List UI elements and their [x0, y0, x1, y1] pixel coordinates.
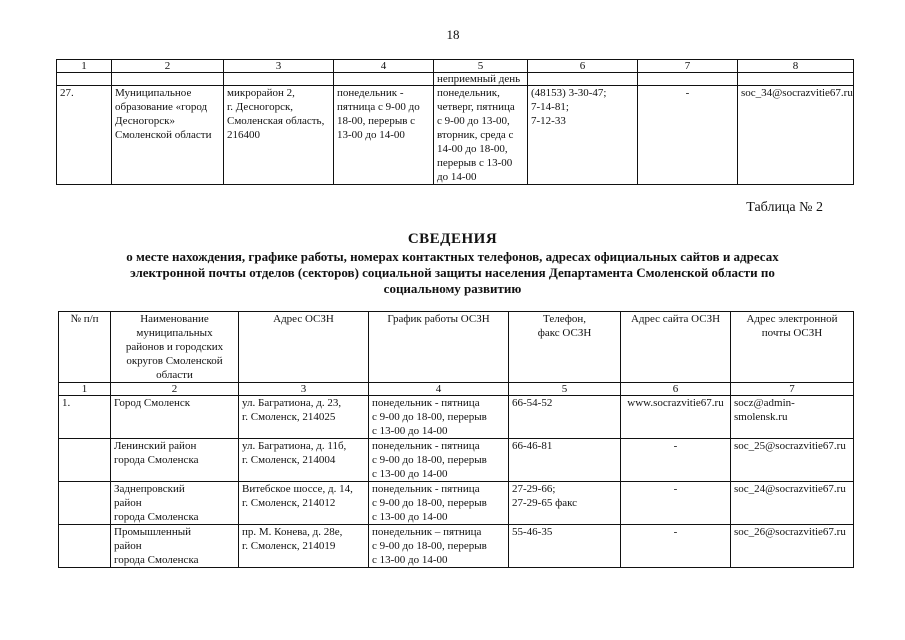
row-name: Ленинский район города Смоленска: [111, 439, 239, 482]
carry-text: неприемный день: [434, 73, 528, 86]
row-site: -: [621, 439, 731, 482]
table-label: Таблица № 2: [746, 200, 823, 215]
col-number: 2: [112, 60, 224, 73]
table-continuation: [56, 59, 854, 185]
row-address: Витебское шоссе, д. 14, г. Смоленск, 214012: [239, 482, 369, 525]
page-number: 18: [446, 27, 460, 42]
header-row: [59, 312, 854, 383]
col-number: 3: [239, 383, 369, 396]
col-number: 6: [621, 383, 731, 396]
col-number: 2: [111, 383, 239, 396]
table-row: [59, 525, 854, 568]
row-reception: понедельник, четверг, пятница с 9-00 до 13-00, вторник, среда с 14-00 до 18-00, перерыв с 13-00 до 14-00: [434, 86, 528, 185]
column-number-row: [57, 60, 854, 73]
row-site: -: [621, 525, 731, 568]
header-email: Адрес электронной почты ОСЗН: [731, 312, 854, 383]
row-name: Заднепровский район города Смоленска: [111, 482, 239, 525]
col-number: 5: [509, 383, 621, 396]
col-number: 3: [224, 60, 334, 73]
header-schedule: График работы ОСЗН: [369, 312, 509, 383]
col-number: 7: [731, 383, 854, 396]
row-address: ул. Багратиона, д. 23, г. Смоленск, 214025: [239, 396, 369, 439]
column-number-row: [59, 383, 854, 396]
row-email: socz@admin- smolensk.ru: [731, 396, 854, 439]
header-site: Адрес сайта ОСЗН: [621, 312, 731, 383]
row-number: 27.: [57, 86, 112, 185]
row-schedule: понедельник - пятница с 9-00 до 18-00, перерыв с 13-00 до 14-00: [334, 86, 434, 185]
table-2-body: [59, 396, 854, 568]
col-number: 1: [59, 383, 111, 396]
row-number: [59, 439, 111, 482]
row-address: ул. Багратиона, д. 11б, г. Смоленск, 214004: [239, 439, 369, 482]
row-schedule: понедельник - пятница с 9-00 до 18-00, перерыв с 13-00 до 14-00: [369, 482, 509, 525]
col-number: 5: [434, 60, 528, 73]
col-number: 4: [369, 383, 509, 396]
col-number: 8: [738, 60, 854, 73]
row-phone: 66-54-52: [509, 396, 621, 439]
heading-title: СВЕДЕНИЯ: [407, 231, 498, 247]
row-email: soc_25@socrazvitie67.ru: [731, 439, 854, 482]
row-phone: 55-46-35: [509, 525, 621, 568]
col-number: 4: [334, 60, 434, 73]
row-schedule: понедельник – пятница с 9-00 до 18-00, перерыв с 13-00 до 14-00: [369, 525, 509, 568]
row-site: -: [638, 86, 738, 185]
row-address: пр. М. Конева, д. 28е, г. Смоленск, 214019: [239, 525, 369, 568]
header-address: Адрес ОСЗН: [239, 312, 369, 383]
table-row: [59, 482, 854, 525]
row-site: www.socrazvitie67.ru: [621, 396, 731, 439]
row-name: Город Смоленск: [111, 396, 239, 439]
carry-row: [57, 73, 854, 86]
table-row: [59, 396, 854, 439]
row-email: soc_24@socrazvitie67.ru: [731, 482, 854, 525]
row-site: -: [621, 482, 731, 525]
row-schedule: понедельник - пятница с 9-00 до 18-00, перерыв с 13-00 до 14-00: [369, 439, 509, 482]
col-number: 1: [57, 60, 112, 73]
row-phone: (48153) 3-30-47; 7-14-81; 7-12-33: [528, 86, 638, 185]
header-num: № п/п: [59, 312, 111, 383]
row-address: микрорайон 2, г. Десногорск, Смоленская область, 216400: [224, 86, 334, 185]
row-number: [59, 525, 111, 568]
heading-subtitle: о месте нахождения, графике работы, номерах контактных телефонов, адресах официальных сайтов и адресах электронной почты отделов (секторов) социальной защиты населения Департамента Смоленской области по социальному развитию: [126, 249, 779, 296]
row-schedule: понедельник - пятница с 9-00 до 18-00, перерыв с 13-00 до 14-00: [369, 396, 509, 439]
row-phone: 66-46-81: [509, 439, 621, 482]
header-name: Наименование муниципальных районов и городских округов Смоленской области: [111, 312, 239, 383]
row-email: soc_34@socrazvitie67.ru: [738, 86, 854, 185]
row-name: Промышленный район города Смоленска: [111, 525, 239, 568]
table-row: [57, 86, 854, 185]
row-email: soc_26@socrazvitie67.ru: [731, 525, 854, 568]
table-row: [59, 439, 854, 482]
row-phone: 27-29-66; 27-29-65 факс: [509, 482, 621, 525]
row-number: [59, 482, 111, 525]
col-number: 7: [638, 60, 738, 73]
col-number: 6: [528, 60, 638, 73]
table-2: [58, 311, 854, 568]
row-number: 1.: [59, 396, 111, 439]
header-phone: Телефон, факс ОСЗН: [509, 312, 621, 383]
row-name: Муниципальное образование «город Десногорск» Смоленской области: [112, 86, 224, 185]
